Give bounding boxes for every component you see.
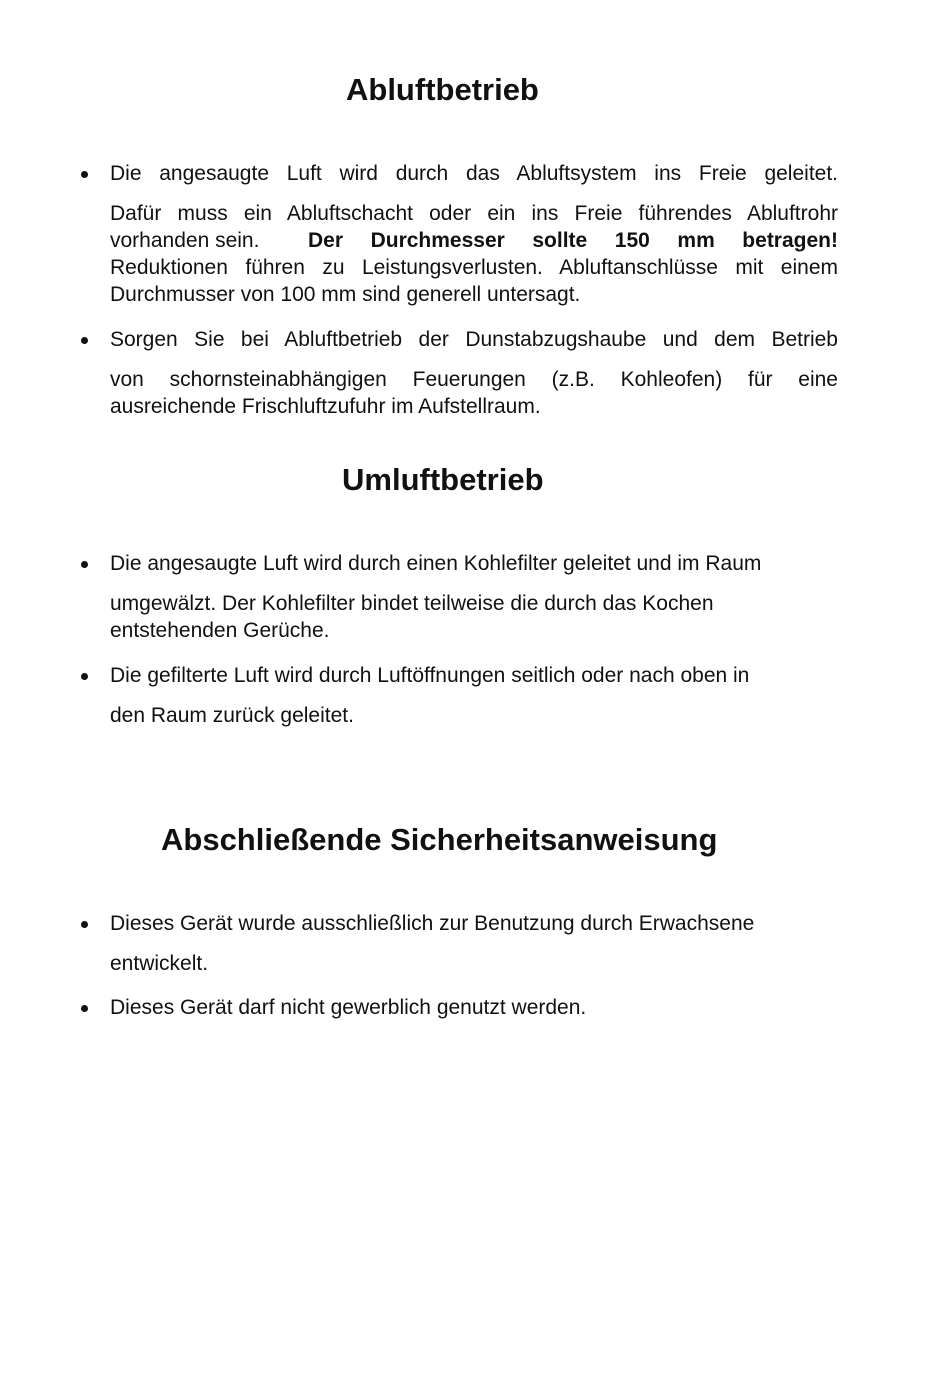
section-heading-sicherheitsanweisung: Abschließende Sicherheitsanweisung xyxy=(161,822,718,857)
bullet-icon xyxy=(81,1005,88,1012)
bullet-icon xyxy=(81,337,88,344)
paragraph-line: Sorgen Sie bei Abluftbetrieb der Dunstabzugshaube und dem Betrieb xyxy=(110,328,838,351)
paragraph-line: Die angesaugte Luft wird durch das Abluftsystem ins Freie geleitet. xyxy=(110,162,838,185)
paragraph-line: Durchmusser von 100 mm sind generell untersagt. xyxy=(110,283,581,306)
paragraph-line: Die angesaugte Luft wird durch einen Kohlefilter geleitet und im Raum xyxy=(110,552,762,575)
bullet-icon xyxy=(81,561,88,568)
paragraph-line: Reduktionen führen zu Leistungsverlusten. Abluftanschlüsse mit einem xyxy=(110,256,838,279)
section-heading-abluftbetrieb: Abluftbetrieb xyxy=(346,72,539,107)
paragraph-line: entstehenden Gerüche. xyxy=(110,619,330,642)
paragraph-line: entwickelt. xyxy=(110,952,209,975)
paragraph-line: Die gefilterte Luft wird durch Luftöffnungen seitlich oder nach oben in xyxy=(110,664,750,687)
paragraph-line: den Raum zurück geleitet. xyxy=(110,704,354,727)
paragraph-line: Dieses Gerät darf nicht gewerblich genutzt werden. xyxy=(110,996,587,1019)
paragraph-line: ausreichende Frischluftzufuhr im Aufstellraum. xyxy=(110,395,541,418)
paragraph-line xyxy=(110,227,838,255)
emphasis-text: Der Durchmesser sollte 150 mm betragen! xyxy=(308,229,838,252)
bullet-icon xyxy=(81,171,88,178)
paragraph-text: vorhanden sein. xyxy=(110,229,260,252)
bullet-icon xyxy=(81,921,88,928)
paragraph-line: Dafür muss ein Abluftschacht oder ein ins Freie führendes Abluftrohr xyxy=(110,202,838,225)
bullet-icon xyxy=(81,673,88,680)
paragraph-line: umgewälzt. Der Kohlefilter bindet teilweise die durch das Kochen xyxy=(110,592,714,615)
paragraph-line: Dieses Gerät wurde ausschließlich zur Benutzung durch Erwachsene xyxy=(110,912,755,935)
section-heading-umluftbetrieb: Umluftbetrieb xyxy=(342,462,544,497)
paragraph-line: von schornsteinabhängigen Feuerungen (z.B. Kohleofen) für eine xyxy=(110,368,838,391)
